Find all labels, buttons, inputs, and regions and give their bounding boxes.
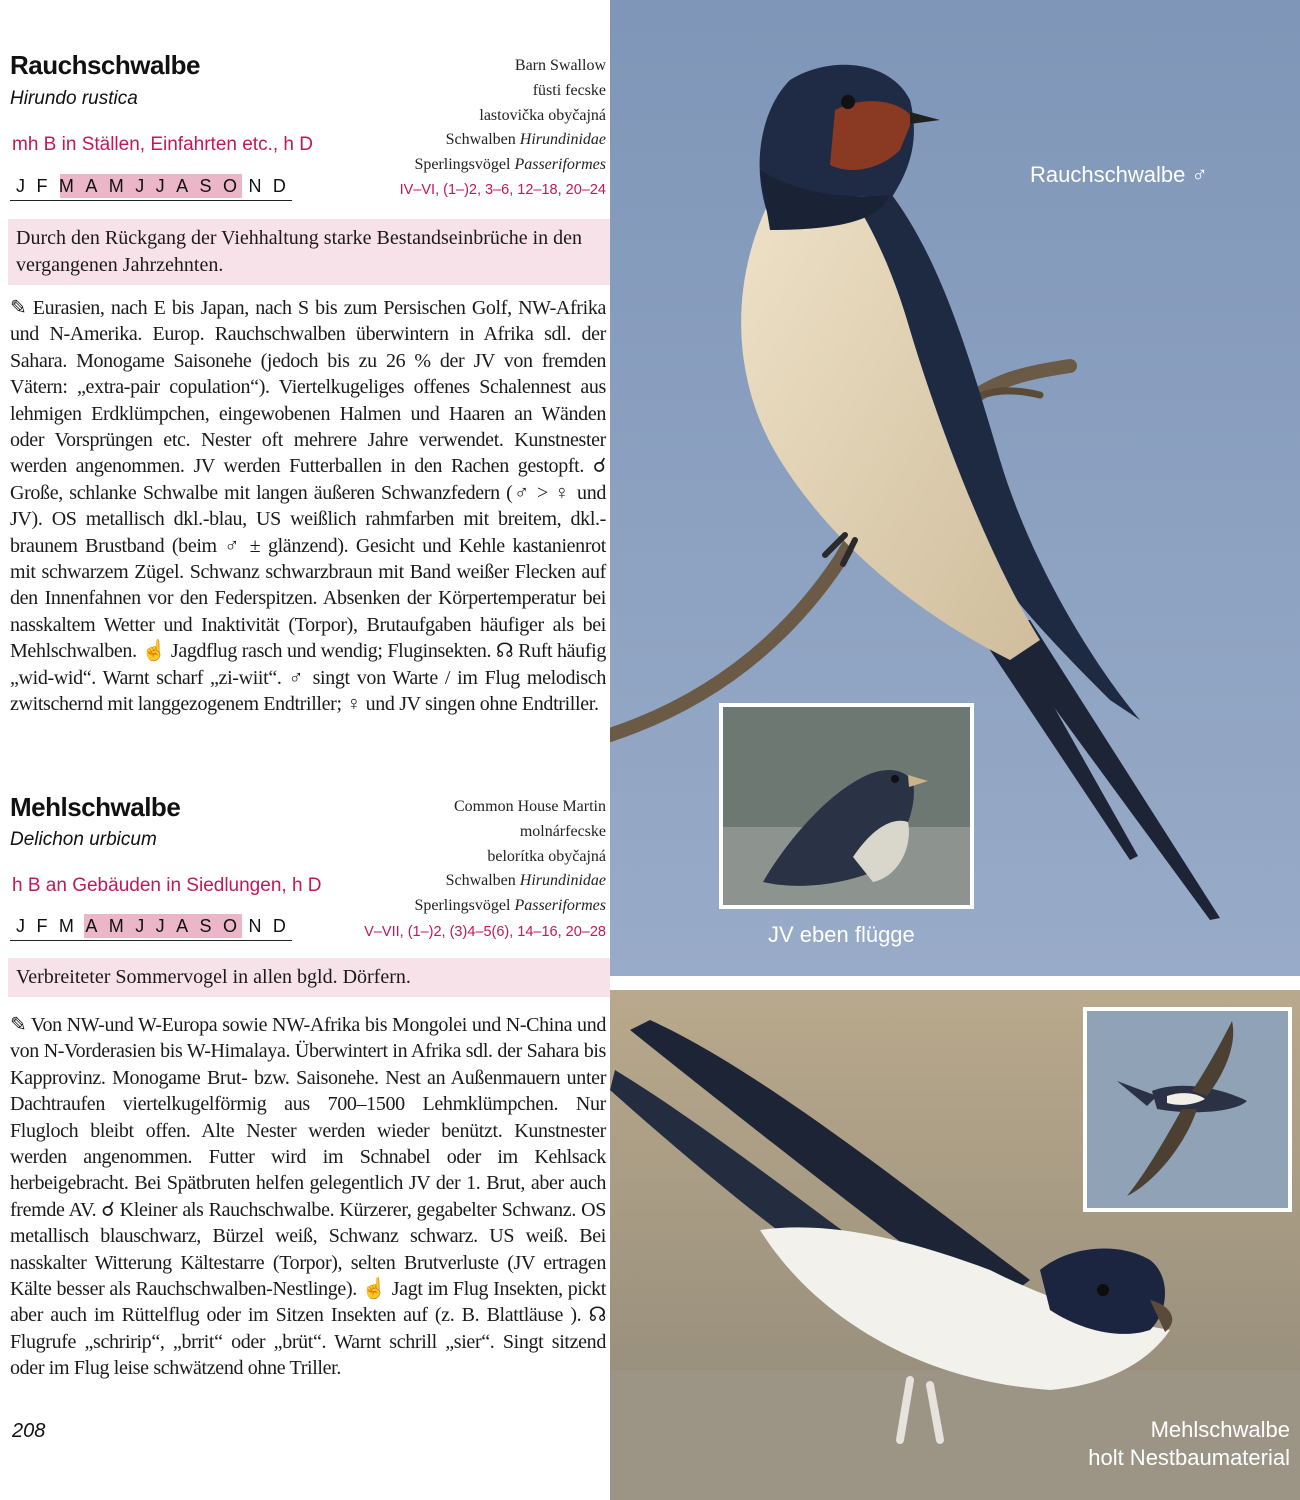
photo-caption-house-martin: Mehlschwalbe holt Nestbaumaterial xyxy=(1088,1417,1290,1470)
status-note: Durch den Rückgang der Viehhaltung starke Bestandseinbrüche in den vergangenen Jahrzehnten. xyxy=(8,219,610,285)
name-hungarian: molnárfecske xyxy=(519,822,606,840)
breeding-info: V–VII, (1–)2, (3)4–5(6), 14–16, 20–28 xyxy=(364,924,606,940)
name-hungarian: füsti fecske xyxy=(532,81,606,99)
month-letters: J F M A M J J A S O N D xyxy=(16,916,286,936)
photo-caption-barn-swallow: Rauchschwalbe ♂ xyxy=(1030,162,1208,187)
name-slovak: belorítka obyčajná xyxy=(487,847,606,865)
species-latin-name: Hirundo rustica xyxy=(10,88,138,109)
species-name: Mehlschwalbe xyxy=(10,792,181,822)
species-description: ✎ Von NW-und W-Europa sowie NW-Afrika bis Mongolei und N-China und von N-Vorderasien bis W-Himalaya. Überwintert in Afrika sdl. der Sahara bis Kapprovinz. Monogame Brut- bzw. Saisonehe. Nest an Außenmauern unter Dachtraufen viertelkugelförmig aus 700–1500 Lehmklümpchen. Nur Flugloch bleibt offen. Alte Nester werden wieder benützt. Kunstnester werden angenommen. Futter wird im Schnabel oder im Kehlsack herbeigebracht. Bei Spätbruten helfen gelegentlich JV der 1. Brut, aber auch fremde AV. ☌ Kleiner als Rauchschwalbe. Kürzerer, gegabelter Schwanz. OS metallisch blauschwarz, Bürzel weiß, Schwanz schwarz. US weiß. Bei nasskalter Witterung Kältestarre (Torpor), selten Brutverluste (JV ertragen Kälte besser als Rauchschwalben-Nestlinge). ☝ Jagt im Flug Insekten, pickt aber auch im Rüttelflug oder im Sitzen Insekten auf (z. B. Blattläuse ). ☊ Flugrufe „schririp“, „brrit“ oder „brüt“. Warnt schrill „sier“. Singt sitzend oder im Flug leise schwätzend ohne Triller. xyxy=(10,1014,606,1380)
species-status: h B an Gebäuden in Siedlungen, h D xyxy=(12,875,322,896)
species-description: ✎ Eurasien, nach E bis Japan, nach S bis zum Persischen Golf, NW-Afrika und N-Amerika. Europ. Rauchschwalben überwintern in Afrika sdl. der Sahara. Monogame Saisonehe (jedoch bis zu 26 % der JV von fremden Vätern: „extra-pair copulation“). Viertelkugeliges offenes Schalennest aus lehmigen Erdklümpchen, eingewobenen Halmen und Haaren an Wänden oder Vorsprüngen etc. Nester oft mehrere Jahre verwendet. Kunstnester werden angenommen. JV werden Futterballen in den Rachen gestopft. ☌ Große, schlanke Schwalbe mit langen äußeren Schwanzfedern (♂ > ♀ und JV). OS metallisch dkl.-blau, US weißlich rahmfarben mit breitem, dkl.-braunem Brustband (beim ♂ ± glänzend). Gesicht und Kehle kastanienrot mit schwarzem Zügel. Schwanz schwarzbraun mit Band weißer Flecken auf den Innenfahnen vor den Federspitzen. Absenken der Körpertemperatur bei nasskaltem Wetter und Inaktivität (Torpor), Brutaufgaben häufiger als bei Mehlschwalben. ☝ Jagdflug rasch und wendig; Fluginsekten. ☊ Ruft häufig „wid-wid“. Warnt scharf „zi-wiit“. ♂ singt von Warte / im Flug melodisch zwitschernd mit langgezogenem Endtriller; ♀ und JV singen ohne Endtriller. xyxy=(10,297,606,716)
status-note: Verbreiteter Sommervogel in allen bgld. Dörfern. xyxy=(8,958,610,997)
name-slovak: lastovička obyčajná xyxy=(479,106,606,124)
photo-caption-juvenile: JV eben flügge xyxy=(768,922,915,947)
family-name: Schwalben Hirundinidae xyxy=(445,131,606,149)
species-name: Rauchschwalbe xyxy=(10,50,201,80)
breeding-info: IV–VI, (1–)2, 3–6, 12–18, 20–24 xyxy=(399,182,606,198)
order-name: Sperlingsvögel Passeriformes xyxy=(414,897,606,915)
species-latin-name: Delichon urbicum xyxy=(10,829,157,850)
name-english: Common House Martin xyxy=(454,798,606,815)
month-calendar xyxy=(10,174,292,201)
species-status: mh B in Ställen, Einfahrten etc., h D xyxy=(12,134,313,155)
text-column xyxy=(0,0,612,1500)
name-english: Barn Swallow xyxy=(514,57,606,74)
order-name: Sperlingsvögel Passeriformes xyxy=(414,156,606,174)
page-number: 208 xyxy=(12,1420,46,1442)
juvenile-swallow-illustration xyxy=(723,707,970,905)
flying-martin-illustration xyxy=(1087,1011,1288,1208)
species-common-names xyxy=(414,795,606,919)
photo-house-martin xyxy=(610,990,1300,1500)
inset-photo-juvenile xyxy=(719,703,974,909)
month-letters: J F M A M J J A S O N D xyxy=(16,176,286,196)
photo-barn-swallow xyxy=(610,0,1300,976)
family-name: Schwalben Hirundinidae xyxy=(445,872,606,890)
species-common-names xyxy=(414,54,606,178)
inset-photo-flying-martin xyxy=(1083,1007,1292,1212)
month-calendar xyxy=(10,914,292,941)
